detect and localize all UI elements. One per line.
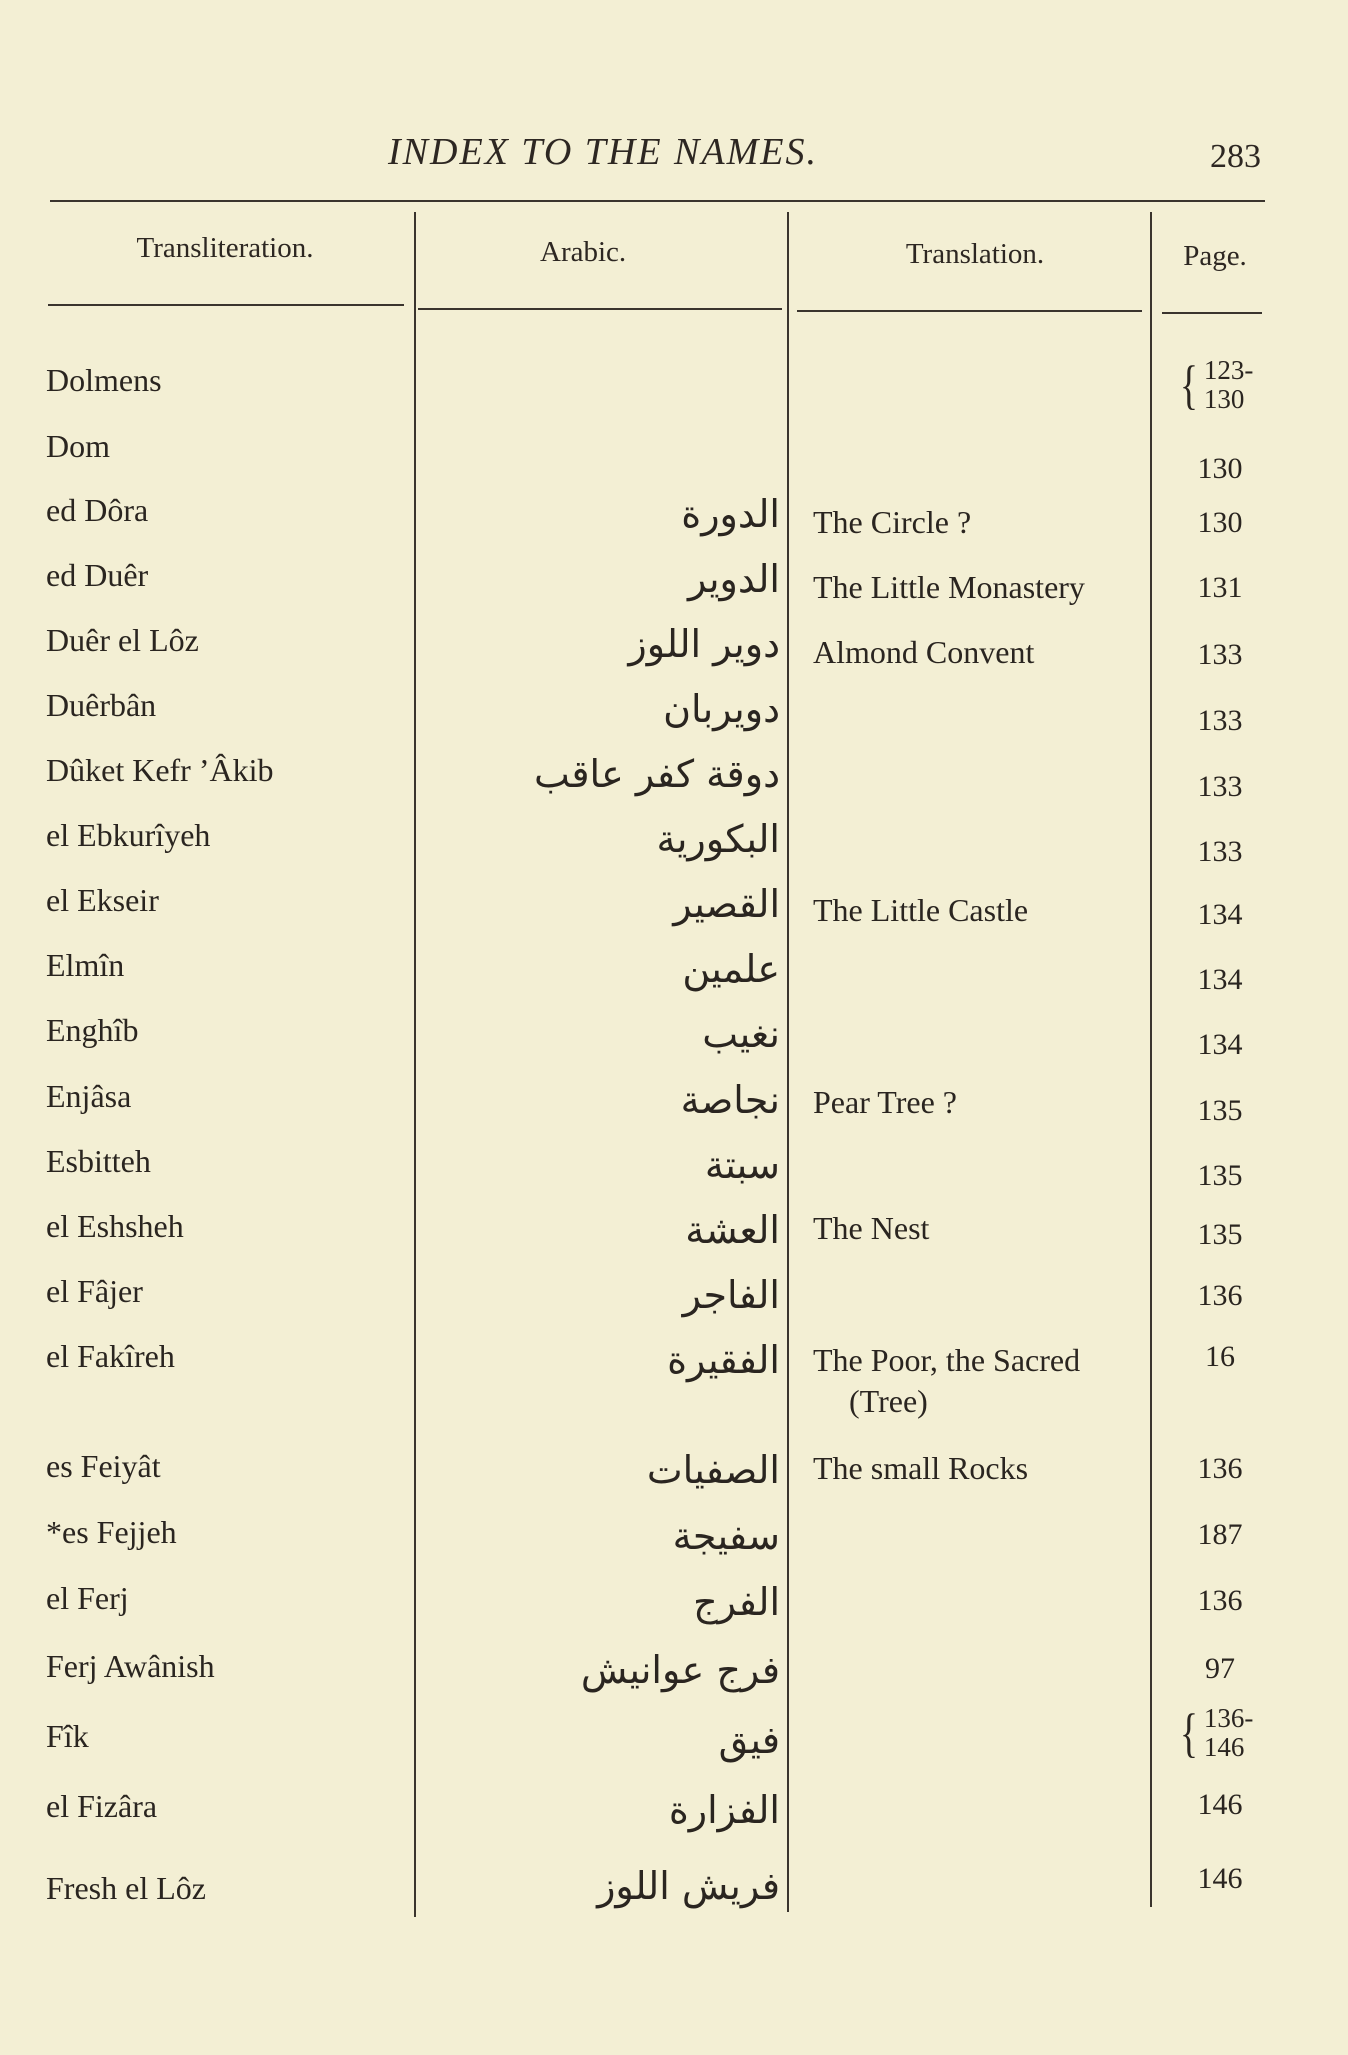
table-row <box>0 1078 1348 1138</box>
arabic-cell: نجاصة <box>680 1078 780 1122</box>
arabic-cell: الفقيرة <box>667 1338 780 1382</box>
transliteration-cell: el Ferj <box>46 1580 129 1616</box>
column-header-arabic: Arabic. <box>540 236 627 268</box>
table-row <box>0 1648 1348 1708</box>
translation-cell: Almond Convent <box>813 634 1035 670</box>
page-cell: 130 <box>1197 506 1243 539</box>
arabic-cell: دويربان <box>663 687 780 731</box>
translation-cell <box>813 1342 1080 1420</box>
translation-cell: The Little Castle <box>813 892 1029 928</box>
transliteration-cell: Ferj Awânish <box>46 1648 215 1684</box>
arabic-cell: دوير اللوز <box>628 622 780 666</box>
arabic-cell: فيق <box>718 1718 780 1762</box>
page-cell: 136 <box>1197 1452 1243 1485</box>
transliteration-cell: Dûket Kefr ’Âkib <box>46 752 274 788</box>
table-row <box>0 1788 1348 1848</box>
table-row <box>0 947 1348 1007</box>
transliteration-cell: Dolmens <box>46 362 162 398</box>
transliteration-cell: el Fizâra <box>46 1788 158 1824</box>
page-header <box>0 130 1348 180</box>
arabic-cell: الدوير <box>688 557 780 601</box>
header-rule-translation <box>797 310 1142 312</box>
transliteration-cell: ed Duêr <box>46 557 149 593</box>
column-header-page: Page. <box>1183 240 1247 272</box>
transliteration-cell: Fîk <box>46 1718 89 1754</box>
table-row <box>0 1338 1348 1438</box>
translation-cell: Pear Tree ? <box>813 1084 957 1120</box>
transliteration-cell: Enghîb <box>46 1012 139 1048</box>
transliteration-cell: el Ekseir <box>46 882 159 918</box>
column-header-transliteration: Transliteration. <box>136 232 314 264</box>
transliteration-cell: Fresh el Lôz <box>46 1870 206 1906</box>
table-row <box>0 622 1348 682</box>
page-cell: 16 <box>1205 1340 1235 1373</box>
running-title: INDEX TO THE NAMES. <box>388 131 818 173</box>
translation-line-1: The Poor, the Sacred <box>813 1342 1081 1378</box>
page-range-end: 146 <box>1203 1732 1245 1762</box>
page-range-cell <box>1176 356 1253 414</box>
page-cell: 146 <box>1197 1788 1243 1821</box>
transliteration-cell: Dom <box>46 428 110 464</box>
brace-glyph: { <box>1179 355 1199 415</box>
translation-cell: The Little Monastery <box>813 569 1085 605</box>
arabic-cell: الصفيات <box>646 1448 780 1492</box>
table-row <box>0 687 1348 747</box>
arabic-cell: الفزارة <box>668 1788 780 1832</box>
arabic-cell: نغيب <box>702 1012 780 1056</box>
transliteration-cell: el Ebkurîyeh <box>46 817 211 853</box>
transliteration-cell: el Fâjer <box>46 1273 143 1309</box>
translation-cell: The Circle ? <box>813 504 972 540</box>
page-number: 283 <box>1210 138 1261 175</box>
transliteration-cell: Esbitteh <box>46 1143 151 1179</box>
brace-glyph: { <box>1179 1703 1199 1763</box>
page-cell: 187 <box>1197 1518 1243 1551</box>
page-range-cell <box>1176 1704 1253 1762</box>
table-row <box>0 1448 1348 1508</box>
page-cell: 136 <box>1197 1279 1243 1312</box>
column-header-translation: Translation. <box>905 238 1045 270</box>
table-row <box>0 355 1348 422</box>
table-row <box>0 1703 1348 1778</box>
transliteration-cell: Enjâsa <box>46 1078 132 1114</box>
page-cell: 136 <box>1197 1584 1243 1617</box>
table-row <box>0 1580 1348 1640</box>
page-cell: 134 <box>1197 1028 1243 1061</box>
page-cell: 134 <box>1197 963 1243 996</box>
table-row <box>0 1862 1348 1930</box>
transliteration-cell: Elmîn <box>46 947 125 983</box>
page-range-end: 130 <box>1203 384 1245 414</box>
table-row <box>0 557 1348 617</box>
page-cell: 133 <box>1197 704 1243 737</box>
transliteration-cell: Duêr el Lôz <box>46 622 199 658</box>
page-cell: 146 <box>1197 1862 1243 1895</box>
table-row <box>0 492 1348 552</box>
arabic-cell: سفيجة <box>672 1514 780 1558</box>
page-range-start: 123- <box>1203 355 1254 385</box>
translation-line-2: (Tree) <box>849 1383 928 1419</box>
arabic-cell: فريش اللوز <box>597 1864 780 1908</box>
table-row <box>0 1143 1348 1203</box>
page-cell: 133 <box>1197 638 1243 671</box>
translation-cell: The Nest <box>813 1210 930 1246</box>
table-row <box>0 1514 1348 1574</box>
arabic-cell: البكورية <box>656 817 780 861</box>
arabic-cell: العشة <box>685 1208 780 1252</box>
table-row <box>0 752 1348 812</box>
top-rule <box>50 200 1265 202</box>
table-row <box>0 1208 1348 1268</box>
table-row <box>0 1273 1348 1333</box>
header-rule-transliteration <box>48 304 404 306</box>
arabic-cell: الفرج <box>693 1580 780 1624</box>
table-row <box>0 428 1348 488</box>
page-cell: 135 <box>1197 1159 1243 1192</box>
page-cell: 135 <box>1197 1218 1243 1251</box>
transliteration-cell: es Feiyât <box>46 1448 161 1484</box>
header-rule-page <box>1162 312 1262 314</box>
table-row <box>0 817 1348 877</box>
transliteration-cell: *es Fejjeh <box>46 1514 177 1550</box>
table-row <box>0 1012 1348 1072</box>
transliteration-cell: Duêrbân <box>46 687 157 723</box>
page-cell: 131 <box>1197 571 1243 604</box>
arabic-cell: القصير <box>673 882 780 926</box>
arabic-cell: سبتة <box>704 1143 780 1187</box>
arabic-cell: علمين <box>682 947 780 991</box>
arabic-cell: الفاجر <box>682 1273 780 1317</box>
transliteration-cell: ed Dôra <box>46 492 149 528</box>
table-row <box>0 882 1348 942</box>
page-cell: 133 <box>1197 770 1243 803</box>
arabic-cell: الدورة <box>681 492 780 536</box>
header-rule-arabic <box>418 308 782 310</box>
page-cell: 134 <box>1197 898 1243 931</box>
transliteration-cell: el Fakîreh <box>46 1338 175 1374</box>
page-cell: 135 <box>1197 1094 1243 1127</box>
page-range-start: 136- <box>1203 1703 1254 1733</box>
translation-cell: The small Rocks <box>813 1450 1029 1486</box>
arabic-cell: فرج عوانيش <box>580 1648 780 1692</box>
arabic-cell: دوقة كفر عاقب <box>534 752 780 796</box>
page-cell: 133 <box>1197 835 1243 868</box>
page-cell: 130 <box>1197 452 1243 485</box>
transliteration-cell: el Eshsheh <box>46 1208 184 1244</box>
page-cell: 97 <box>1205 1652 1235 1685</box>
